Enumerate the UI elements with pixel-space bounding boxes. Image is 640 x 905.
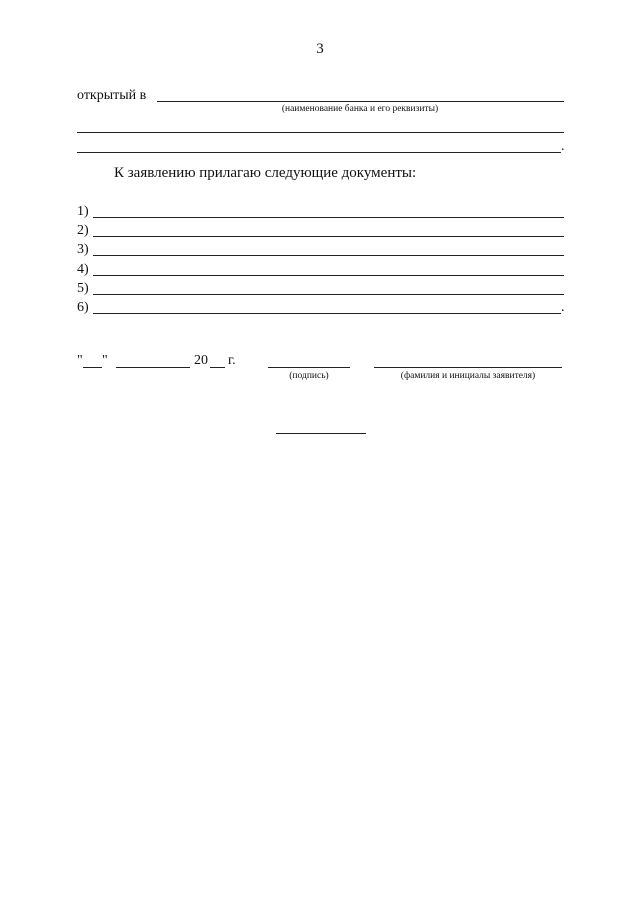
document-line-1[interactable]	[93, 217, 564, 218]
document-line-6[interactable]	[93, 313, 561, 314]
bank-details-line-1[interactable]	[77, 132, 564, 133]
date-quote-open: "	[77, 353, 83, 368]
date-year-prefix: 20	[194, 353, 208, 368]
document-item-number: 5)	[77, 281, 89, 296]
documents-intro: К заявлению прилагаю следующие документы:	[114, 165, 417, 181]
page-number: 3	[316, 41, 324, 57]
applicant-name-caption: (фамилия и инициалы заявителя)	[400, 371, 536, 381]
bank-caption: (наименование банка и его реквизиты)	[281, 104, 439, 114]
documents-end-dot: .	[561, 300, 565, 315]
document-line-3[interactable]	[93, 255, 564, 256]
date-year-line[interactable]	[210, 367, 225, 368]
bank-label: открытый в	[77, 88, 147, 103]
date-month-line[interactable]	[116, 367, 190, 368]
closing-separator	[276, 433, 366, 434]
signature-caption: (подпись)	[289, 371, 329, 381]
document-item-number: 2)	[77, 223, 89, 238]
bank-details-line-2[interactable]	[77, 152, 561, 153]
date-day-line[interactable]	[83, 367, 102, 368]
document-item-number: 1)	[77, 204, 89, 219]
document-item-number: 4)	[77, 262, 89, 277]
document-line-5[interactable]	[93, 294, 564, 295]
document-item-number: 6)	[77, 300, 89, 315]
bank-end-dot: .	[561, 139, 565, 154]
date-year-suffix: г.	[228, 353, 236, 368]
document-line-4[interactable]	[93, 275, 564, 276]
signature-line[interactable]	[268, 367, 350, 368]
applicant-name-line[interactable]	[374, 367, 562, 368]
bank-name-field-line[interactable]	[157, 101, 564, 102]
document-line-2[interactable]	[93, 236, 564, 237]
document-item-number: 3)	[77, 242, 89, 257]
date-quote-close: "	[102, 353, 108, 368]
